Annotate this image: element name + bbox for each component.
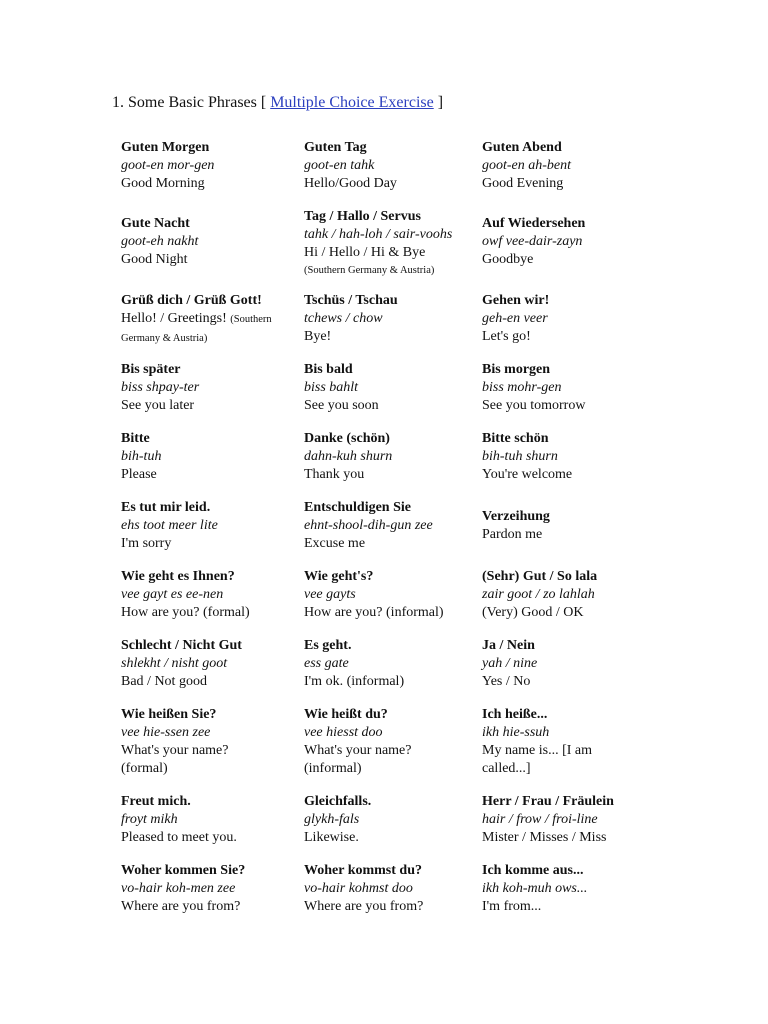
phrase-entry <box>482 139 662 193</box>
english-translation: Excuse me <box>304 536 366 551</box>
pronunciation: dahn-kuh shurn <box>304 449 393 464</box>
english-translation: I'm ok. (informal) <box>304 674 405 689</box>
english-translation: Good Morning <box>121 176 205 191</box>
german-phrase: Wie heißt du? <box>304 707 388 722</box>
pronunciation: goot-en ah-bent <box>482 158 572 173</box>
english-translation: See you tomorrow <box>482 398 586 413</box>
phrase-entry <box>121 361 296 415</box>
pronunciation: goot-eh nakht <box>121 234 199 249</box>
phrase-entry <box>304 637 476 691</box>
phrase-entry <box>121 793 296 847</box>
german-phrase: Tschüs / Tschau <box>304 293 398 308</box>
german-phrase: Bis bald <box>304 362 353 377</box>
german-phrase: Bitte schön <box>482 431 549 446</box>
phrase-entry <box>304 208 476 280</box>
phrase-entry <box>304 361 476 415</box>
english-translation: Yes / No <box>482 674 531 689</box>
german-phrase: Woher kommst du? <box>304 863 422 878</box>
german-phrase: Bis später <box>121 362 181 377</box>
pronunciation: tchews / chow <box>304 311 383 326</box>
german-phrase: Freut mich. <box>121 794 191 809</box>
german-phrase: Guten Abend <box>482 140 562 155</box>
english-translation: Good Evening <box>482 176 564 191</box>
english-translation: How are you? (formal) <box>121 605 250 620</box>
pronunciation: yah / nine <box>482 656 538 671</box>
section-heading <box>112 92 443 114</box>
english-translation: Good Night <box>121 252 188 267</box>
pronunciation: vo-hair kohmst doo <box>304 881 413 896</box>
german-phrase: Wie geht's? <box>304 569 374 584</box>
german-phrase: (Sehr) Gut / So lala <box>482 569 598 584</box>
region-note: (Southern Germany & Austria) <box>121 314 272 344</box>
english-translation: Pleased to meet you. <box>121 830 237 845</box>
pronunciation: goot-en mor-gen <box>121 158 215 173</box>
english-translation: Goodbye <box>482 252 534 267</box>
phrase-entry <box>121 637 296 691</box>
pronunciation: vee gayt es ee-nen <box>121 587 224 602</box>
english-translation <box>121 310 296 348</box>
english-translation: Pardon me <box>482 527 543 542</box>
pronunciation: biss mohr-gen <box>482 380 562 395</box>
german-phrase: Guten Tag <box>304 140 367 155</box>
phrase-entry <box>121 292 296 348</box>
german-phrase: Wie geht es Ihnen? <box>121 569 235 584</box>
pronunciation: vee hie-ssen zee <box>121 725 211 740</box>
english-translation: Where are you from? <box>304 899 424 914</box>
pronunciation: owf vee-dair-zayn <box>482 234 583 249</box>
english-translation: Where are you from? <box>121 899 241 914</box>
english-translation: Mister / Misses / Miss <box>482 830 607 845</box>
english-translation: Bye! <box>304 329 332 344</box>
section-number: 1. <box>112 94 124 111</box>
pronunciation: goot-en tahk <box>304 158 375 173</box>
phrase-entry <box>304 499 476 553</box>
phrase-entry <box>121 430 296 484</box>
german-phrase: Verzeihung <box>482 509 550 524</box>
pronunciation: hair / frow / froi-line <box>482 812 598 827</box>
pronunciation: vee hiesst doo <box>304 725 383 740</box>
german-phrase: Guten Morgen <box>121 140 210 155</box>
phrase-entry <box>482 793 662 847</box>
phrase-entry <box>304 793 476 847</box>
english-translation: What's your name? (informal) <box>304 743 412 776</box>
english-translation: Likewise. <box>304 830 359 845</box>
pronunciation: biss shpay-ter <box>121 380 200 395</box>
phrase-entry <box>121 568 296 622</box>
german-phrase: Tag / Hallo / Servus <box>304 209 421 224</box>
pronunciation: froyt mikh <box>121 812 178 827</box>
german-phrase: Gute Nacht <box>121 216 190 231</box>
phrase-entry <box>121 862 296 916</box>
english-translation: What's your name? (formal) <box>121 743 229 776</box>
phrase-entry <box>304 862 476 916</box>
english-translation: You're welcome <box>482 467 573 482</box>
pronunciation: ikh hie-ssuh <box>482 725 550 740</box>
english-translation: Bad / Not good <box>121 674 207 689</box>
phrase-entry <box>121 706 271 778</box>
pronunciation: ikh koh-muh ows... <box>482 881 588 896</box>
german-phrase: Ich komme aus... <box>482 863 584 878</box>
english-translation: Hello/Good Day <box>304 176 397 191</box>
german-phrase: Auf Wiedersehen <box>482 216 586 231</box>
phrase-entry <box>304 139 476 193</box>
english-translation: Let's go! <box>482 329 531 344</box>
german-phrase: Herr / Frau / Fräulein <box>482 794 614 809</box>
english-translation: I'm from... <box>482 899 542 914</box>
german-phrase: Ich heiße... <box>482 707 548 722</box>
english-translation: I'm sorry <box>121 536 172 551</box>
phrase-entry <box>482 637 662 691</box>
german-phrase: Gleichfalls. <box>304 794 372 809</box>
german-phrase: Bis morgen <box>482 362 551 377</box>
pronunciation: zair goot / zo lahlah <box>482 587 595 602</box>
multiple-choice-exercise-link[interactable]: Multiple Choice Exercise <box>270 94 434 111</box>
english-translation: My name is... [I am called...] <box>482 743 593 776</box>
close-bracket: ] <box>437 94 444 111</box>
phrase-entry <box>482 508 662 544</box>
english-translation: See you later <box>121 398 195 413</box>
phrase-entry <box>482 430 662 484</box>
pronunciation: tahk / hah-loh / sair-voohs <box>304 227 453 242</box>
phrase-entry <box>121 499 296 553</box>
pronunciation: glykh-fals <box>304 812 360 827</box>
german-phrase: Woher kommen Sie? <box>121 863 246 878</box>
phrase-entry <box>482 215 662 269</box>
open-bracket: [ <box>260 94 267 111</box>
pronunciation: biss bahlt <box>304 380 359 395</box>
pronunciation: bih-tuh shurn <box>482 449 558 464</box>
english-translation: Please <box>121 467 157 482</box>
german-phrase: Es geht. <box>304 638 352 653</box>
section-title: Some Basic Phrases <box>128 94 257 111</box>
german-phrase: Wie heißen Sie? <box>121 707 217 722</box>
english-translation: Thank you <box>304 467 365 482</box>
phrase-entry <box>121 139 296 193</box>
phrase-entry <box>304 568 476 622</box>
pronunciation: ehnt-shool-dih-gun zee <box>304 518 433 533</box>
german-phrase: Entschuldigen Sie <box>304 500 411 515</box>
english-text: Hello! / Greetings! <box>121 311 227 326</box>
english-translation: See you soon <box>304 398 379 413</box>
region-note: (Southern Germany & Austria) <box>304 265 435 276</box>
phrase-entry <box>482 862 662 916</box>
english-translation: How are you? (informal) <box>304 605 444 620</box>
phrase-entry <box>482 292 662 346</box>
phrase-entry <box>304 706 454 778</box>
phrase-entry <box>304 430 476 484</box>
german-phrase: Schlecht / Nicht Gut <box>121 638 242 653</box>
pronunciation: bih-tuh <box>121 449 162 464</box>
pronunciation: ess gate <box>304 656 349 671</box>
german-phrase: Danke (schön) <box>304 431 390 446</box>
phrase-entry <box>482 706 617 778</box>
pronunciation: geh-en veer <box>482 311 548 326</box>
phrase-entry <box>304 292 476 346</box>
german-phrase: Grüß dich / Grüß Gott! <box>121 293 262 308</box>
german-phrase: Gehen wir! <box>482 293 550 308</box>
german-phrase: Es tut mir leid. <box>121 500 211 515</box>
german-phrase: Ja / Nein <box>482 638 535 653</box>
pronunciation: ehs toot meer lite <box>121 518 218 533</box>
english-translation: Hi / Hello / Hi & Bye <box>304 245 426 260</box>
phrase-entry <box>121 215 296 269</box>
phrase-entry <box>482 568 662 622</box>
pronunciation: vee gayts <box>304 587 356 602</box>
english-translation: (Very) Good / OK <box>482 605 584 620</box>
phrase-entry <box>482 361 662 415</box>
pronunciation: vo-hair koh-men zee <box>121 881 236 896</box>
german-phrase: Bitte <box>121 431 150 446</box>
pronunciation: shlekht / nisht goot <box>121 656 228 671</box>
